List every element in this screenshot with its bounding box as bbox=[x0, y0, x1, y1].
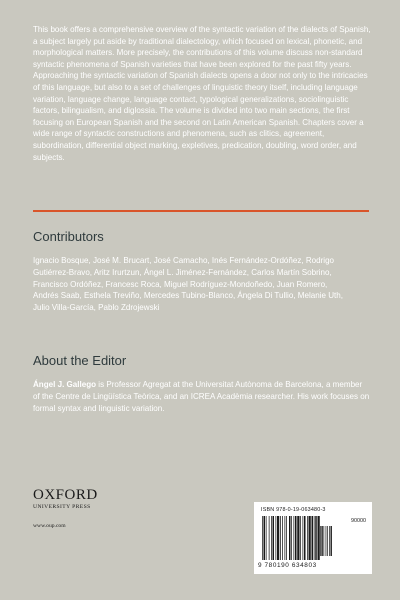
barcode-bar bbox=[289, 516, 291, 560]
price-barcode-bar bbox=[324, 526, 325, 556]
barcode-bar bbox=[294, 516, 295, 560]
barcode-bar bbox=[286, 516, 287, 560]
publisher-name: OXFORD bbox=[33, 487, 98, 503]
barcode-bar bbox=[291, 516, 292, 560]
barcode-bar bbox=[300, 516, 301, 560]
barcode-bar bbox=[264, 516, 266, 560]
barcode-bar bbox=[303, 516, 304, 560]
barcode-bar bbox=[297, 516, 299, 560]
publisher-logo bbox=[33, 487, 113, 529]
barcode-bar bbox=[269, 516, 270, 560]
barcode-bar bbox=[295, 516, 297, 560]
editor-name: Ángel J. Gallego bbox=[33, 380, 97, 389]
barcode-digits: 9 780190 634803 bbox=[258, 562, 317, 569]
barcode-bar bbox=[273, 516, 275, 560]
barcode-bar bbox=[307, 516, 308, 560]
barcode-bar bbox=[318, 516, 320, 560]
barcode-bar bbox=[266, 516, 267, 560]
barcode-bar bbox=[282, 516, 283, 560]
barcode-bar bbox=[285, 516, 286, 560]
barcode-bar bbox=[280, 516, 281, 560]
barcode-bar bbox=[314, 516, 315, 560]
editor-heading: About the Editor bbox=[33, 353, 127, 368]
barcode-image bbox=[260, 516, 340, 562]
barcode-bar bbox=[304, 516, 306, 560]
barcode-bar bbox=[276, 516, 277, 560]
publisher-url: www.oup.com bbox=[33, 523, 66, 529]
price-barcode-bar bbox=[331, 526, 332, 556]
price-barcode-bar bbox=[321, 526, 322, 556]
book-description: This book offers a comprehensive overview of the syntactic variation of the dialects of Spanish, a subject largely put aside by traditional dialectology, which focused on lexical, phonetic, and morphological matters. More precisely, the contributions of this volume discuss non-standard syntactic phenomena of Spanish varieties that have been explored for the past fifty years. Approaching the syntactic variation of Spanish dialects opens a door not only to the intricacies of this language, but also to a set of challenges of linguistic theory itself, including language variation, language change, language contact, typological generalizations, sociolinguistic factors, bilingualism, and diglossia. The volume is divided into two main sections, the first focusing on European Spanish and the second on Latin American Spanish. Chapters cover a wide range of syntactic constructions and phenomena, such as clitics, agreement, subordination, differential object marking, expletives, predication, doubling, word order, and subjects. bbox=[33, 25, 371, 162]
contributors-heading: Contributors bbox=[33, 229, 104, 244]
barcode-bar bbox=[315, 516, 317, 560]
contributors-list: Ignacio Bosque, José M. Brucart, José Camacho, Inés Fernández-Ordóñez, Rodrigo Gutiérrez-Bravo, Aritz Irurtzun, Ángel L. Jiménez-Fernández, Carlos Martín Sobrino, Francisco Ordóñez, Francesc Roca, Miguel Rodríguez-Mondoñedo, Juan Romero, Andrés Saab, Esthela Treviño, Mercedes Tubino-Blanco, Ángela Di Tullio, Melanie Uth, Julio Villa-García, Pablo Zdrojewski bbox=[33, 256, 343, 313]
editor-bio bbox=[33, 379, 371, 414]
price-barcode-bar bbox=[320, 526, 321, 556]
isbn-label: ISBN 978-0-19-063480-3 bbox=[261, 507, 326, 513]
barcode-bar bbox=[277, 516, 279, 560]
price-barcode-bar bbox=[326, 526, 327, 556]
barcode-panel bbox=[254, 502, 372, 574]
price-barcode-bar bbox=[329, 526, 330, 556]
editor-bio-text: is Professor Agregat at the Universitat Autònoma de Barcelona, a member of the Centre de Lingüística Teòrica, and an ICREA Acadèmia researcher. His work focuses on formal syntax and linguistic variation. bbox=[33, 380, 370, 413]
barcode-bar bbox=[309, 516, 311, 560]
barcode-bar bbox=[262, 516, 263, 560]
price-code: 90000 bbox=[351, 518, 366, 524]
price-barcode-bar bbox=[327, 526, 328, 556]
publisher-press: UNIVERSITY PRESS bbox=[33, 504, 91, 510]
barcode-bar bbox=[312, 516, 314, 560]
barcode-bar bbox=[271, 516, 272, 560]
accent-divider bbox=[33, 210, 369, 212]
